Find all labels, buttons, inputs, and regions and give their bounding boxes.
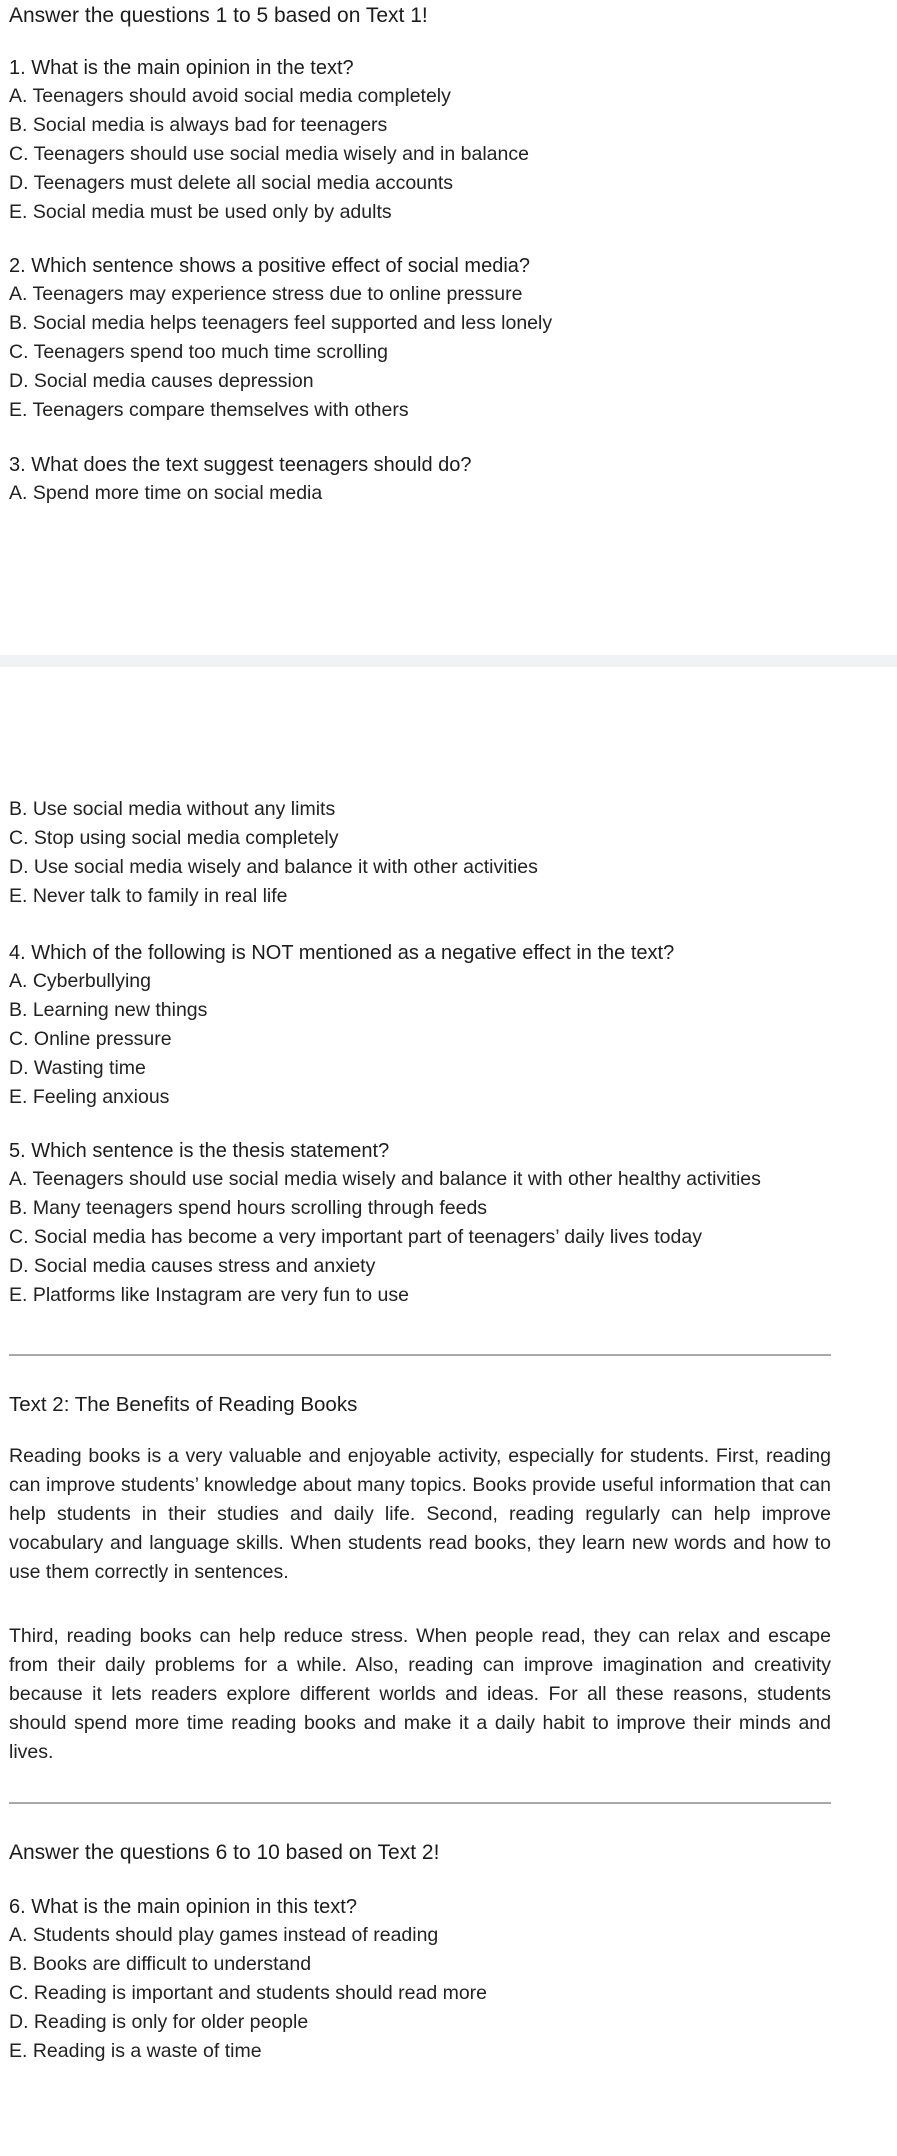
question-6 — [9, 1893, 831, 2066]
question-5-option-e: E. Platforms like Instagram are very fun to use — [9, 1284, 409, 1306]
question-6-option-b: B. Books are difficult to understand — [9, 1953, 312, 1975]
question-1-option-e: E. Social media must be used only by adults — [9, 201, 392, 223]
question-6-option-d: D. Reading is only for older people — [9, 2011, 309, 2033]
page-separator — [0, 655, 897, 667]
question-4-text: 4. Which of the following is NOT mentioned as a negative effect in the text? — [9, 942, 675, 964]
question-4-option-b: B. Learning new things — [9, 999, 208, 1021]
question-3-text: 3. What does the text suggest teenagers should do? — [9, 454, 472, 476]
question-5-option-d: D. Social media causes stress and anxiety — [9, 1255, 376, 1277]
instructions-1: Answer the questions 1 to 5 based on Text 1! — [9, 4, 428, 27]
question-1-text: 1. What is the main opinion in the text? — [9, 57, 354, 79]
question-6-option-a: A. Students should play games instead of reading — [9, 1924, 439, 1946]
question-6-option-c: C. Reading is important and students should read more — [9, 1982, 488, 2004]
question-2-text: 2. Which sentence shows a positive effect of social media? — [9, 255, 531, 277]
question-4-option-e: E. Feeling anxious — [9, 1086, 170, 1108]
question-1-option-b: B. Social media is always bad for teenagers — [9, 114, 388, 136]
question-3-option-c: C. Stop using social media completely — [9, 827, 339, 849]
text-2-paragraph-1: Reading books is a very valuable and enjoyable activity, especially for students. First, reading can improve students’ knowledge about many topics. Books provide useful information that can help students in their studies and daily life. Second, reading regularly can help improve vocabulary and language skills. When students read books, they learn new words and how to use them correctly in sentences. — [9, 1445, 831, 1583]
instructions-1-block — [9, 2, 831, 30]
horizontal-rule — [9, 1802, 831, 1804]
question-5 — [9, 1137, 831, 1310]
question-4-option-c: C. Online pressure — [9, 1028, 172, 1050]
instructions-2: Answer the questions 6 to 10 based on Text 2! — [9, 1841, 440, 1864]
question-4 — [9, 939, 831, 1112]
question-3-option-b: B. Use social media without any limits — [9, 798, 336, 820]
question-2-option-e: E. Teenagers compare themselves with others — [9, 399, 409, 421]
question-3-option-e: E. Never talk to family in real life — [9, 885, 288, 907]
question-5-option-b: B. Many teenagers spend hours scrolling through feeds — [9, 1197, 488, 1219]
question-3-part-2 — [9, 795, 831, 911]
question-3-part-1 — [9, 451, 831, 508]
question-5-text: 5. Which sentence is the thesis statement? — [9, 1140, 390, 1162]
question-6-option-e: E. Reading is a waste of time — [9, 2040, 262, 2062]
question-4-option-a: A. Cyberbullying — [9, 970, 151, 992]
question-3-option-d: D. Use social media wisely and balance it with other activities — [9, 856, 538, 878]
text-2-paragraph-2: Third, reading books can help reduce stress. When people read, they can relax and escape from their daily problems for a while. Also, reading can improve imagination and creativity because it lets readers explore different worlds and ideas. For all these reasons, students should spend more time reading books and make it a daily habit to improve their minds and lives. — [9, 1625, 831, 1763]
question-5-option-a: A. Teenagers should use social media wisely and balance it with other healthy activities — [9, 1168, 761, 1190]
horizontal-rule — [9, 1354, 831, 1356]
document-page-1 — [0, 0, 897, 655]
question-1-option-c: C. Teenagers should use social media wisely and in balance — [9, 143, 529, 165]
question-1-option-a: A. Teenagers should avoid social media completely — [9, 85, 451, 107]
question-2-option-a: A. Teenagers may experience stress due to online pressure — [9, 283, 523, 305]
text-2-paragraph-2-block — [9, 1622, 831, 1767]
question-2-option-d: D. Social media causes depression — [9, 370, 314, 392]
question-1-option-d: D. Teenagers must delete all social media accounts — [9, 172, 454, 194]
text-2-section — [9, 1391, 831, 1419]
question-4-option-d: D. Wasting time — [9, 1057, 146, 1079]
question-5-option-c: C. Social media has become a very important part of teenagers’ daily lives today — [9, 1226, 702, 1248]
question-1 — [9, 54, 831, 227]
text-2-paragraph-1-block — [9, 1442, 831, 1587]
question-3-option-a: A. Spend more time on social media — [9, 482, 323, 504]
text-2-title: Text 2: The Benefits of Reading Books — [9, 1393, 358, 1416]
question-2 — [9, 252, 831, 425]
question-2-option-c: C. Teenagers spend too much time scrolling — [9, 341, 389, 363]
instructions-2-block — [9, 1839, 831, 1867]
divider-2 — [9, 1802, 831, 1804]
question-2-option-b: B. Social media helps teenagers feel supported and less lonely — [9, 312, 553, 334]
question-6-text: 6. What is the main opinion in this text? — [9, 1896, 357, 1918]
document-page-2 — [0, 667, 897, 2156]
divider-1 — [9, 1354, 831, 1356]
